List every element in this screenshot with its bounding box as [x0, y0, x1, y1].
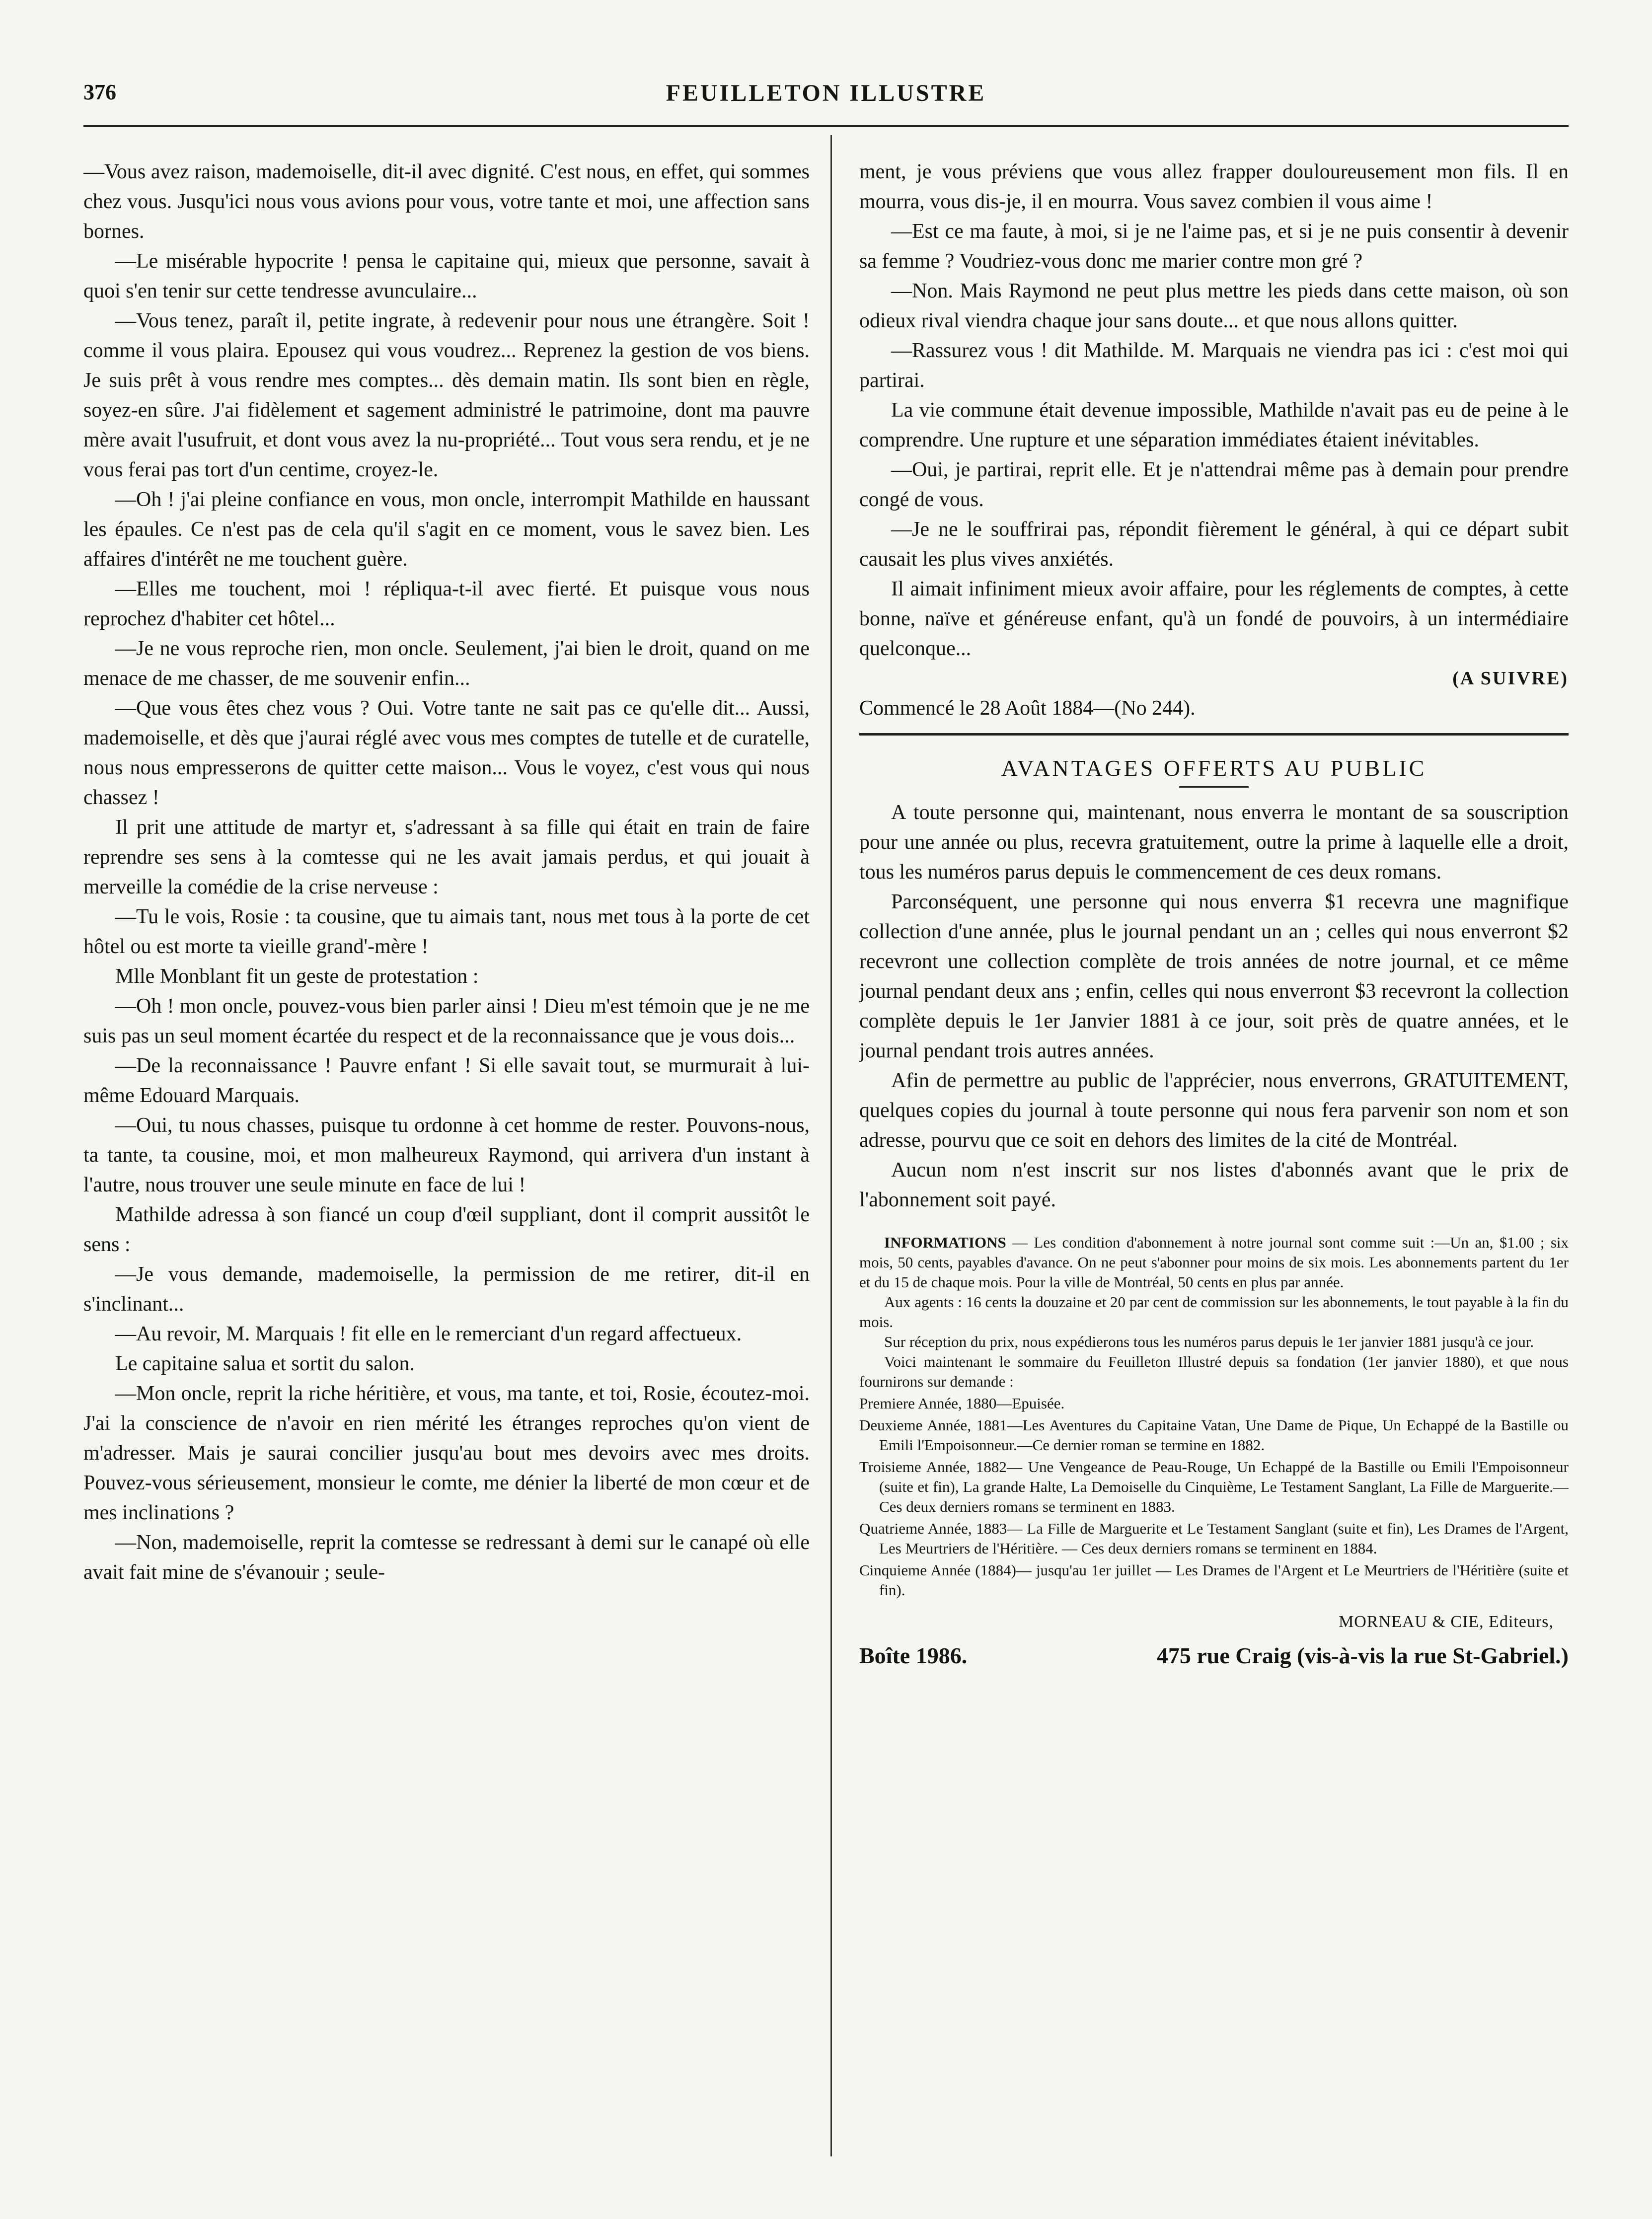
story-paragraph: —Le misérable hypocrite ! pensa le capitaine qui, mieux que personne, savait à quoi s'en tenir sur cette tendresse avunculaire... [83, 250, 810, 302]
year-label: Cinquieme Année (1884) [859, 1561, 1016, 1579]
avantages-title: AVANTAGES OFFERTS AU PUBLIC [1001, 755, 1427, 781]
story-paragraph: —Oh ! mon oncle, pouvez-vous bien parler ainsi ! Dieu m'est témoin que je ne me suis pas un seul moment écartée du respect et de la reconnaissance que je vous dois... [83, 995, 810, 1047]
year-entry [859, 1394, 1569, 1413]
story-paragraph: —Vous avez raison, mademoiselle, dit-il avec dignité. C'est nous, en effet, qui sommes chez vous. Jusqu'ici nous vous avions pour vous, votre tante et moi, une affection sans bornes. [83, 160, 810, 243]
story-paragraph: Mathilde adressa à son fiancé un coup d'œil suppliant, dont il comprit aussitôt le sens : [83, 1203, 810, 1256]
street-address: 475 rue Craig (vis-à-vis la rue St-Gabriel.) [1156, 1643, 1569, 1668]
story-paragraph: —Oui, tu nous chasses, puisque tu ordonne à cet homme de rester. Pouvons-nous, ta tante, ta cousine, moi, et mon malheureux Raymond, qui arrivera d'un instant à l'autre, nous trouver une seule minute en face de lui ! [83, 1114, 810, 1196]
year-entry [859, 1415, 1569, 1455]
publisher-name: MORNEAU & CIE, Editeurs, [1339, 1613, 1554, 1631]
a-suivre-note: (A SUIVRE) [1452, 668, 1569, 689]
year-entry [859, 1560, 1569, 1600]
avantages-paragraph: Parconséquent, une personne qui nous enverra $1 recevra une magnifique collection d'une année, plus le journal pendant un an ; celles qui nous enverront $2 recevront une collection complète de trois années de notre journal, et ce même journal pendant deux ans ; enfin, celles qui nous enverront $3 recevront la collection complète depuis le 1er Janvier 1881 à ce jour, soit près de quatre années, et le journal pendant trois autres années. [859, 890, 1569, 1062]
story-paragraph: —Je ne le souffrirai pas, répondit fièrement le général, à qui ce départ subit causait les plus vives anxiétés. [859, 518, 1569, 571]
year-text: —Les Aventures du Capitaine Vatan, Une Dame de Pique, Un Echappé de la Bastille ou Emili l'Empoisonneur.—Ce dernier roman se termine en 1882. [879, 1416, 1569, 1454]
story-paragraph: —Je ne vous reproche rien, mon oncle. Seulement, j'ai bien le droit, quand on me menace de me chasser, de me souvenir enfin... [83, 637, 810, 690]
informations-sommaire: Voici maintenant le sommaire du Feuilleton Illustré depuis sa fondation (1er janvier 1880), et que nous fournirons sur demande : [859, 1353, 1569, 1390]
year-label: Troisieme Année, 1882 [859, 1458, 1007, 1476]
year-entry [859, 1519, 1569, 1558]
year-text: —Epuisée. [996, 1395, 1065, 1412]
year-text: — jusqu'au 1er juillet — Les Drames de l'Argent et Le Meurtriers de l'Héritière (suite et fin). [879, 1561, 1569, 1599]
story-paragraph: —Mon oncle, reprit la riche héritière, et vous, ma tante, et toi, Rosie, écoutez-moi. J'ai la conscience de n'avoir en rien mérité les étranges reproches qu'on vient de m'adresser. Mais je saurai concilier jusqu'au bout mes devoirs avec mes droits. Pouvez-vous sérieusement, monsieur le comte, me dénier la liberté de mon cœur et de mes inclinations ? [83, 1382, 810, 1524]
informations-reception: Sur réception du prix, nous expédierons tous les numéros parus depuis le 1er janvier 1881 jusqu'à ce jour. [884, 1333, 1534, 1350]
story-paragraph: —Vous tenez, paraît il, petite ingrate, à redevenir pour nous une étrangère. Soit ! comme il vous plaira. Epousez qui vous voudrez... Reprenez la gestion de vos biens. Je suis prêt à vous rendre mes comptes... dès demain matin. Ils sont bien en règle, soyez-en sûre. J'ai fidèlement et sagement administré le patrimoine, dont ma pauvre mère avait l'usufruit, et dont vous avez la nu-propriété... Tout vous sera rendu, et je ne vous ferai pas tort d'un centime, croyez-le. [83, 309, 810, 481]
section-divider [859, 733, 1569, 736]
avantages-paragraph: Afin de permettre au public de l'apprécier, nous enverrons, GRATUITEMENT, quelques copies du journal à toute personne qui nous fera parvenir son nom et son adresse, pourvu que ce soit en dehors des limites de la cité de Montréal. [859, 1069, 1569, 1152]
story-paragraph: Il prit une attitude de martyr et, s'adressant à sa fille qui était en train de faire reprendre ses sens à la comtesse qui ne les avait jamais perdus, et qui jouait à merveille la comédie de la crise nerveuse : [83, 816, 810, 898]
story-paragraph: —Est ce ma faute, à moi, si je ne l'aime pas, et si je ne puis consentir à devenir sa femme ? Voudriez-vous donc me marier contre mon gré ? [859, 220, 1569, 273]
avantages-paragraph: A toute personne qui, maintenant, nous enverra le montant de sa souscription pour une année ou plus, recevra gratuitement, outre la prime à laquelle elle a droit, tous les numéros parus depuis le commencement de ces deux romans. [859, 801, 1569, 884]
year-text: — La Fille de Marguerite et Le Testament Sanglant (suite et fin), Les Drames de l'Argent, Les Meurtriers de l'Héritière. — Ces deux derniers romans se terminent en 1884. [879, 1520, 1569, 1557]
story-paragraph: —Rassurez vous ! dit Mathilde. M. Marquais ne viendra pas ici : c'est moi qui partirai. [859, 339, 1569, 392]
page-number: 376 [83, 80, 116, 104]
commence-note: Commencé le 28 Août 1884—(No 244). [859, 697, 1196, 720]
story-paragraph: —Que vous êtes chez vous ? Oui. Votre tante ne sait pas ce qu'elle dit... Aussi, mademoiselle, et dès que j'aurai réglé avec vous mes comptes de tutelle et de curatelle, nous nous empresserons de quitter cette maison... Vous le voyez, c'est vous qui nous chassez ! [83, 697, 810, 809]
story-paragraph: —Elles me touchent, moi ! répliqua-t-il avec fierté. Et puisque vous nous reprochez d'habiter cet hôtel... [83, 578, 810, 630]
story-paragraph: —Tu le vois, Rosie : ta cousine, que tu aimais tant, nous met tous à la porte de cet hôtel ou est morte ta vieille grand'-mère ! [83, 905, 810, 958]
informations-agents: Aux agents : 16 cents la douzaine et 20 par cent de commission sur les abonnements, le tout payable à la fin du mois. [859, 1293, 1569, 1331]
story-paragraph: La vie commune était devenue impossible, Mathilde n'avait pas eu de peine à le comprendre. Une rupture et une séparation immédiates étaient inévitables. [859, 399, 1569, 451]
year-label: Quatrieme Année, 1883 [859, 1520, 1007, 1537]
story-paragraph: —Au revoir, M. Marquais ! fit elle en le remerciant d'un regard affectueux. [115, 1323, 742, 1345]
story-paragraph: —De la reconnaissance ! Pauvre enfant ! Si elle savait tout, se murmurait à lui-même Edouard Marquais. [83, 1054, 810, 1107]
story-paragraph: Le capitaine salua et sortit du salon. [115, 1352, 415, 1375]
story-paragraph: —Oui, je partirai, reprit elle. Et je n'attendrai même pas à demain pour prendre congé de vous. [859, 458, 1569, 511]
post-box: Boîte 1986. [859, 1643, 968, 1668]
publisher-address [859, 1641, 1569, 1671]
running-title: FEUILLETON ILLUSTRE [666, 80, 986, 106]
year-label: Premiere Année, 1880 [859, 1395, 997, 1412]
informations-block [859, 1233, 1569, 1600]
story-paragraph: —Oh ! j'ai pleine confiance en vous, mon oncle, interrompit Mathilde en haussant les épaules. Ce n'est pas de cela qu'il s'agit en ce moment, vous le savez bien. Les affaires d'intérêt ne me touchent guère. [83, 488, 810, 571]
left-column [83, 157, 810, 2158]
right-column [859, 157, 1569, 2158]
story-continuation: ment, je vous préviens que vous allez frapper douloureusement mon fils. Il en mourra, vous dis-je, il en mourra. Vous savez combien il vous aime ! [859, 160, 1569, 213]
header-rule [83, 125, 1569, 127]
year-label: Deuxieme Année, 1881 [859, 1416, 1007, 1434]
year-entry [859, 1457, 1569, 1517]
story-paragraph: —Non, mademoiselle, reprit la comtesse se redressant à demi sur le canapé où elle avait fait mine de s'évanouir ; seule- [83, 1531, 810, 1584]
informations-intro: — Les condition d'abonnement à notre journal sont comme suit :—Un an, $1.00 ; six mois, 50 cents, payables d'avance. On ne peut s'abonner pour moins de six mois. Les abonnements partent du 1er et du 15 de chaque mois. Pour la ville de Montréal, 50 cents en plus par année. [859, 1234, 1569, 1291]
story-paragraph: Mlle Monblant fit un geste de protestation : [115, 965, 479, 988]
informations-label: INFORMATIONS [884, 1234, 1006, 1251]
title-underline [1179, 786, 1249, 788]
avantages-paragraph: Aucun nom n'est inscrit sur nos listes d'abonnés avant que le prix de l'abonnement soit payé. [859, 1159, 1569, 1211]
year-text: — Une Vengeance de Peau-Rouge, Un Echappé de la Bastille ou Emili l'Empoisonneur (suite et fin), La grande Halte, La Demoiselle du Cinquième, Le Testament Sanglant, La Fille de Marguerite.—Ces deux derniers romans se terminent en 1883. [879, 1458, 1569, 1515]
story-paragraph: —Non. Mais Raymond ne peut plus mettre les pieds dans cette maison, où son odieux rival viendra chaque jour sans doute... et que nous allons quitter. [859, 280, 1569, 332]
column-divider [830, 135, 832, 2156]
story-paragraph: Il aimait infiniment mieux avoir affaire, pour les réglements de comptes, à cette bonne, naïve et généreuse enfant, qu'à un fondé de pouvoirs, à un intermédiaire quelconque... [859, 578, 1569, 660]
story-paragraph: —Je vous demande, mademoiselle, la permission de me retirer, dit-il en s'inclinant... [83, 1263, 810, 1316]
